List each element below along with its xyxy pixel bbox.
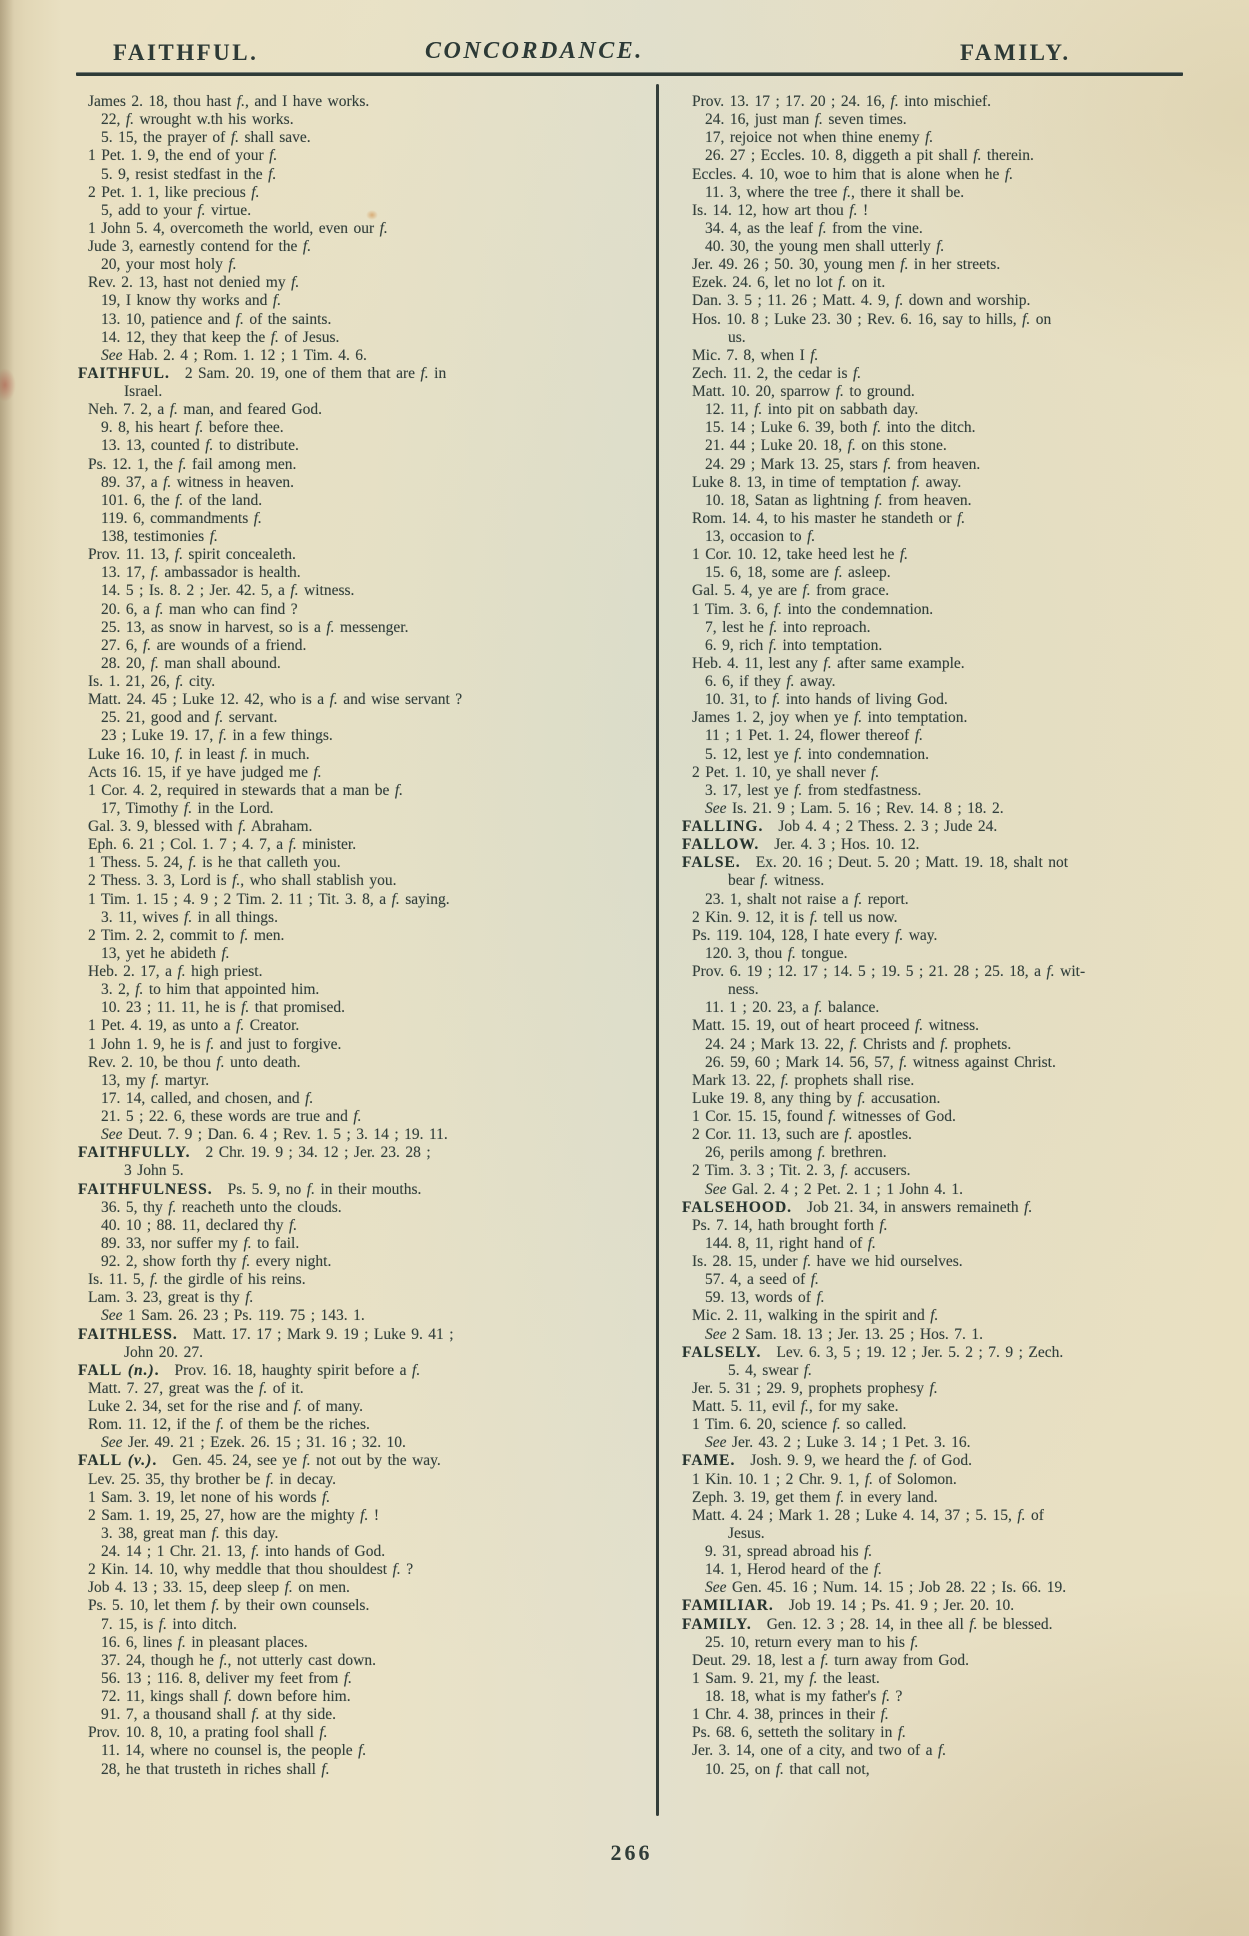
- concordance-line: 40. 30, the young men shall utterly f.: [705, 238, 945, 255]
- entry-line-text: Josh. 9. 9, we heard the f. of God.: [750, 1452, 972, 1470]
- concordance-line: 15. 6, 18, some are f. asleep.: [705, 564, 891, 582]
- concordance-line: Deut. 29. 18, lest a f. turn away from God.: [692, 1651, 970, 1669]
- concordance-line: Mark 13. 22, f. prophets shall rise.: [692, 1071, 915, 1089]
- entry-line: [682, 1597, 1187, 1615]
- concordance-line: 2 Kin. 9. 12, it is f. tell us now.: [692, 908, 898, 926]
- entry-line-text: Ps. 5. 9, no f. in their mouths.: [227, 1180, 422, 1198]
- running-head-right: FAMILY.: [960, 40, 1071, 65]
- concordance-line: 14. 12, they that keep the f. of Jesus.: [101, 328, 340, 346]
- concordance-line: 24. 29 ; Mark 13. 25, stars f. from heaven.: [705, 455, 981, 473]
- concordance-line: 20, your most holy f.: [101, 256, 237, 274]
- entry-line: [682, 854, 1187, 872]
- concordance-line: Ps. 12. 1, the f. fail among men.: [88, 455, 297, 473]
- concordance-line: Is. 11. 5, f. the girdle of his reins.: [88, 1271, 306, 1289]
- concordance-line: 34. 4, as the leaf f. from the vine.: [705, 219, 923, 237]
- entry-headword: FAITHFULLY.: [78, 1144, 191, 1162]
- entry-headword: FALLING.: [682, 818, 764, 835]
- left-column: [78, 93, 653, 1779]
- concordance-line: Matt. 15. 19, out of heart proceed f. witness.: [692, 1017, 980, 1035]
- concordance-line: 37. 24, though he f., not utterly cast down.: [101, 1651, 376, 1669]
- concordance-line: See Gen. 45. 16 ; Num. 14. 15 ; Job 28. 22 ; Is. 66. 19.: [705, 1579, 1067, 1597]
- concordance-line: 92. 2, show forth thy f. every night.: [101, 1253, 332, 1270]
- header-rule: [76, 72, 1183, 76]
- entry-line: [78, 1326, 653, 1344]
- concordance-line: See Jer. 43. 2 ; Luke 3. 14 ; 1 Pet. 3. 16.: [705, 1434, 971, 1452]
- entry-line-text: 2 Chr. 19. 9 ; 34. 12 ; Jer. 23. 28 ;: [205, 1144, 431, 1162]
- entry-line-text: Ex. 20. 16 ; Deut. 5. 20 ; Matt. 19. 18, shalt not: [755, 854, 1069, 872]
- concordance-line: Luke 16. 10, f. in least f. in much.: [88, 745, 310, 763]
- entry-line: [682, 1199, 1187, 1217]
- concordance-line: See Gal. 2. 4 ; 2 Pet. 2. 1 ; 1 John 4. 1.: [705, 1180, 964, 1198]
- concordance-line: 25. 10, return every man to his f.: [705, 1633, 919, 1651]
- concordance-line: 26. 59, 60 ; Mark 14. 56, 57, f. witness against Christ.: [705, 1053, 1056, 1071]
- concordance-line: James 2. 18, thou hast f., and I have works.: [88, 93, 370, 110]
- entry-line-text: Matt. 17. 17 ; Mark 9. 19 ; Luke 9. 41 ;: [192, 1325, 454, 1343]
- right-column: [682, 93, 1187, 1779]
- concordance-line: 17. 14, called, and chosen, and f.: [101, 1089, 314, 1107]
- concordance-line: 101. 6, the f. of the land.: [101, 491, 263, 509]
- concordance-line: 89. 33, nor suffer my f. to fail.: [101, 1234, 300, 1252]
- concordance-line: 2 Tim. 2. 2, commit to f. men.: [88, 926, 285, 944]
- concordance-line: Rom. 11. 12, if the f. of them be the riches.: [88, 1416, 370, 1434]
- concordance-line: 1 Cor. 15. 15, found f. witnesses of God.: [692, 1108, 956, 1125]
- concordance-line: 13, my f. martyr.: [101, 1071, 210, 1089]
- entry-line: [78, 1452, 653, 1470]
- entry-headword: FAMILIAR.: [682, 1597, 774, 1615]
- column-divider: [656, 84, 659, 1816]
- concordance-line: 18. 18, what is my father's f. ?: [705, 1688, 903, 1705]
- concordance-line: 23. 1, shalt not raise a f. report.: [705, 890, 909, 908]
- concordance-line: 26, perils among f. brethren.: [705, 1144, 887, 1162]
- concordance-line: See 1 Sam. 26. 23 ; Ps. 119. 75 ; 143. 1.: [101, 1307, 365, 1325]
- running-head-center: CONCORDANCE.: [425, 38, 644, 64]
- entry-headword: FAMILY.: [682, 1615, 752, 1633]
- entry-line: [682, 818, 1187, 836]
- page-gutter-shadow: [0, 0, 14, 1936]
- concordance-line: 9. 8, his heart f. before thee.: [101, 419, 284, 437]
- concordance-line: 1 Thess. 5. 24, f. is he that calleth you.: [88, 854, 341, 872]
- concordance-line: Jer. 5. 31 ; 29. 9, prophets prophesy f.: [692, 1379, 938, 1397]
- concordance-line: 25. 13, as snow in harvest, so is a f. messenger.: [101, 618, 409, 636]
- concordance-line: Ps. 68. 6, setteth the solitary in f.: [692, 1724, 906, 1742]
- concordance-line: 11. 3, where the tree f., there it shall be.: [705, 183, 965, 201]
- running-head: [0, 36, 1249, 72]
- concordance-line: Heb. 4. 11, lest any f. after same example.: [692, 654, 965, 672]
- concordance-line: 17, rejoice not when thine enemy f.: [705, 129, 934, 147]
- concordance-line: Ps. 7. 14, hath brought forth f.: [692, 1216, 888, 1234]
- entry-headword: FALL (v.).: [78, 1452, 158, 1470]
- concordance-line: Neh. 7. 2, a f. man, and feared God.: [88, 401, 323, 419]
- entry-line: [78, 365, 653, 383]
- entry-line-text: Job 19. 14 ; Ps. 41. 9 ; Jer. 20. 10.: [788, 1597, 1015, 1615]
- entry-headword: FAITHFUL.: [78, 364, 170, 382]
- concordance-line: 21. 5 ; 22. 6, these words are true and f.: [101, 1108, 362, 1125]
- concordance-line: Job 4. 13 ; 33. 15, deep sleep f. on men.: [88, 1579, 350, 1597]
- concordance-line: 1 Cor. 10. 12, take heed lest he f.: [692, 546, 908, 564]
- concordance-line: 9. 31, spread abroad his f.: [705, 1543, 873, 1560]
- concordance-line: 11. 1 ; 20. 23, a f. balance.: [705, 999, 880, 1017]
- concordance-line: Matt. 5. 11, evil f., for my sake.: [692, 1398, 899, 1415]
- concordance-line: 56. 13 ; 116. 8, deliver my feet from f.: [101, 1669, 353, 1687]
- concordance-line: 13, yet he abideth f.: [101, 944, 230, 962]
- concordance-line: See Jer. 49. 21 ; Ezek. 26. 15 ; 31. 16 ; 32. 10.: [101, 1434, 406, 1452]
- concordance-line: 5. 9, resist stedfast in the f.: [101, 165, 277, 183]
- entry-headword: FALLOW.: [682, 836, 760, 854]
- concordance-line: 2 Kin. 14. 10, why meddle that thou shouldest f. ?: [88, 1561, 414, 1579]
- entry-line: [78, 1362, 653, 1380]
- concordance-line: Gal. 5. 4, ye are f. from grace.: [692, 582, 890, 600]
- concordance-line: 138, testimonies f.: [101, 528, 218, 545]
- concordance-line: Heb. 2. 17, a f. high priest.: [88, 963, 263, 980]
- concordance-line: Eccles. 4. 10, woe to him that is alone when he f.: [692, 165, 1014, 183]
- concordance-line: 26. 27 ; Eccles. 10. 8, diggeth a pit shall f. therein.: [705, 147, 1034, 165]
- concordance-line: 13. 13, counted f. to distribute.: [101, 437, 299, 455]
- concordance-line: 120. 3, thou f. tongue.: [705, 944, 848, 962]
- concordance-line: 23 ; Luke 19. 17, f. in a few things.: [101, 727, 333, 745]
- concordance-line: 5. 12, lest ye f. into condemnation.: [705, 745, 929, 763]
- concordance-line: John 20. 27.: [124, 1343, 203, 1361]
- concordance-line: 57. 4, a seed of f.: [705, 1271, 819, 1289]
- entry-line: [682, 1452, 1187, 1470]
- concordance-line: 89. 37, a f. witness in heaven.: [101, 473, 294, 491]
- concordance-line: 28, he that trusteth in riches shall f.: [101, 1760, 330, 1778]
- entry-line-text: Job 21. 34, in answers remaineth f.: [807, 1198, 1033, 1216]
- concordance-line: Hos. 10. 8 ; Luke 23. 30 ; Rev. 6. 16, say to hills, f. on: [692, 310, 1052, 328]
- entry-headword: FALSE.: [682, 854, 741, 872]
- concordance-line: ness.: [728, 981, 759, 999]
- concordance-line: 24. 16, just man f. seven times.: [705, 111, 907, 129]
- concordance-line: 1 Kin. 10. 1 ; 2 Chr. 9. 1, f. of Solomon.: [692, 1470, 957, 1488]
- concordance-line: Matt. 10. 20, sparrow f. to ground.: [692, 383, 915, 400]
- concordance-line: 40. 10 ; 88. 11, declared thy f.: [101, 1216, 298, 1234]
- concordance-line: 10. 18, Satan as lightning f. from heaven.: [705, 491, 972, 509]
- concordance-line: Prov. 13. 17 ; 17. 20 ; 24. 16, f. into mischief.: [692, 93, 992, 110]
- concordance-line: Matt. 7. 27, great was the f. of it.: [88, 1379, 304, 1397]
- concordance-line: Rom. 14. 4, to his master he standeth or f.: [692, 509, 966, 527]
- concordance-line: 7, lest he f. into reproach.: [705, 618, 871, 636]
- concordance-line: See 2 Sam. 18. 13 ; Jer. 13. 25 ; Hos. 7. 1.: [705, 1325, 983, 1343]
- concordance-line: Ps. 5. 10, let them f. by their own counsels.: [88, 1597, 370, 1615]
- concordance-line: 1 Tim. 6. 20, science f. so called.: [692, 1416, 907, 1434]
- concordance-line: 59. 13, words of f.: [705, 1289, 825, 1307]
- concordance-line: bear f. witness.: [728, 872, 825, 890]
- concordance-line: Ezek. 24. 6, let no lot f. on it.: [692, 274, 886, 292]
- concordance-line: Prov. 10. 8, 10, a prating fool shall f.: [88, 1724, 328, 1742]
- concordance-line: 1 John 1. 9, he is f. and just to forgive.: [88, 1035, 342, 1053]
- concordance-line: Gal. 3. 9, blessed with f. Abraham.: [88, 818, 313, 835]
- entry-line-text: Gen. 12. 3 ; 28. 14, in thee all f. be blessed.: [766, 1615, 1053, 1633]
- concordance-line: 1 Cor. 4. 2, required in stewards that a man be f.: [88, 781, 404, 799]
- concordance-line: 5. 4, swear f.: [728, 1361, 813, 1379]
- entry-line-text: 2 Sam. 20. 19, one of them that are f. in: [184, 364, 447, 382]
- entry-line-text: Lev. 6. 3, 5 ; 19. 12 ; Jer. 5. 2 ; 7. 9 ; Zech.: [776, 1343, 1064, 1361]
- concordance-line: 21. 44 ; Luke 20. 18, f. on this stone.: [705, 437, 947, 455]
- running-head-left: FAITHFUL.: [113, 40, 259, 65]
- concordance-line: 119. 6, commandments f.: [101, 509, 262, 527]
- entry-headword: FALSELY.: [682, 1343, 762, 1361]
- concordance-line: Zeph. 3. 19, get them f. in every land.: [692, 1488, 938, 1506]
- concordance-line: 3. 38, great man f. this day.: [101, 1524, 279, 1542]
- concordance-line: 3. 2, f. to him that appointed him.: [101, 981, 320, 999]
- concordance-line: 1 Pet. 4. 19, as unto a f. Creator.: [88, 1017, 300, 1035]
- concordance-line: Luke 2. 34, set for the rise and f. of many.: [88, 1398, 363, 1415]
- concordance-line: Jesus.: [728, 1524, 765, 1542]
- concordance-line: 6. 9, rich f. into temptation.: [705, 636, 883, 654]
- concordance-line: 2 Thess. 3. 3, Lord is f., who shall stablish you.: [88, 872, 397, 890]
- concordance-line: 10. 25, on f. that call not,: [705, 1760, 870, 1778]
- concordance-line: 13. 17, f. ambassador is health.: [101, 564, 301, 582]
- concordance-line: Rev. 2. 13, hast not denied my f.: [88, 274, 300, 292]
- concordance-line: Israel.: [124, 383, 163, 400]
- concordance-line: Jer. 49. 26 ; 50. 30, young men f. in her streets.: [692, 256, 1001, 274]
- concordance-line: 2 Tim. 3. 3 ; Tit. 2. 3, f. accusers.: [692, 1162, 911, 1180]
- concordance-line: 1 Tim. 3. 6, f. into the condemnation.: [692, 600, 934, 618]
- concordance-line: 22, f. wrought w.th his works.: [101, 111, 294, 129]
- concordance-line: Is. 28. 15, under f. have we hid ourselves.: [692, 1253, 963, 1270]
- concordance-line: Zech. 11. 2, the cedar is f.: [692, 364, 862, 382]
- concordance-line: Matt. 4. 24 ; Mark 1. 28 ; Luke 4. 14, 37 ; 5. 15, f. of: [692, 1506, 1044, 1524]
- concordance-line: 13, occasion to f.: [705, 528, 816, 545]
- concordance-line: Acts 16. 15, if ye have judged me f.: [88, 763, 322, 781]
- concordance-line: 3 John 5.: [124, 1162, 184, 1180]
- concordance-line: 1 Tim. 1. 15 ; 4. 9 ; 2 Tim. 2. 11 ; Tit. 3. 8, a f. saying.: [88, 890, 450, 908]
- concordance-line: Eph. 6. 21 ; Col. 1. 7 ; 4. 7, a f. minister.: [88, 836, 357, 854]
- entry-line-text: Prov. 16. 18, haughty spirit before a f.: [174, 1361, 421, 1379]
- concordance-line: Jer. 3. 14, one of a city, and two of a f.: [692, 1742, 947, 1760]
- entry-line: [78, 1144, 653, 1162]
- concordance-line: Matt. 24. 45 ; Luke 12. 42, who is a f. and wise servant ?: [88, 691, 463, 709]
- concordance-line: 1 Pet. 1. 9, the end of your f.: [88, 147, 278, 165]
- concordance-line: 1 Chr. 4. 38, princes in their f.: [692, 1706, 889, 1724]
- entry-line-text: Jer. 4. 3 ; Hos. 10. 12.: [774, 836, 920, 854]
- concordance-line: 27. 6, f. are wounds of a friend.: [101, 636, 307, 654]
- concordance-line: Ps. 119. 104, 128, I hate every f. way.: [692, 926, 938, 944]
- entry-line-text: Gen. 45. 24, see ye f. not out by the way.: [172, 1452, 441, 1470]
- concordance-line: 15. 14 ; Luke 6. 39, both f. into the ditch.: [705, 419, 976, 437]
- entry-line: [682, 1344, 1187, 1362]
- entry-headword: FALL (n.).: [78, 1361, 160, 1379]
- concordance-line: 13. 10, patience and f. of the saints.: [101, 310, 332, 328]
- concordance-line: 25. 21, good and f. servant.: [101, 709, 278, 727]
- concordance-line: 20. 6, a f. man who can find ?: [101, 600, 298, 618]
- concordance-line: 1 Sam. 9. 21, my f. the least.: [692, 1669, 880, 1687]
- concordance-line: 5, add to your f. virtue.: [101, 201, 252, 219]
- concordance-line: Mic. 7. 8, when I f.: [692, 346, 819, 364]
- concordance-line: 91. 7, a thousand shall f. at thy side.: [101, 1706, 336, 1724]
- concordance-line: See Is. 21. 9 ; Lam. 5. 16 ; Rev. 14. 8 ; 18. 2.: [705, 799, 1004, 817]
- entry-headword: FAME.: [682, 1452, 736, 1470]
- concordance-line: 7. 15, is f. into ditch.: [101, 1615, 237, 1633]
- concordance-line: Is. 1. 21, 26, f. city.: [88, 673, 216, 690]
- concordance-line: 2 Pet. 1. 1, like precious f.: [88, 183, 260, 201]
- concordance-line: 28. 20, f. man shall abound.: [101, 654, 281, 672]
- entry-line: [682, 1616, 1187, 1634]
- concordance-line: 24. 24 ; Mark 13. 22, f. Christs and f. prophets.: [705, 1035, 1012, 1053]
- concordance-line: 144. 8, 11, right hand of f.: [705, 1234, 876, 1252]
- concordance-line: 6. 6, if they f. away.: [705, 673, 836, 690]
- concordance-line: 1 Sam. 3. 19, let none of his words f.: [88, 1488, 331, 1506]
- concordance-line: 3. 11, wives f. in all things.: [101, 908, 278, 926]
- concordance-line: 72. 11, kings shall f. down before him.: [101, 1688, 351, 1705]
- concordance-line: Mic. 2. 11, walking in the spirit and f.: [692, 1307, 939, 1325]
- concordance-line: 1 John 5. 4, overcometh the world, even our f.: [88, 219, 388, 237]
- concordance-line: 2 Pet. 1. 10, ye shall never f.: [692, 763, 880, 781]
- concordance-line: 14. 5 ; Is. 8. 2 ; Jer. 42. 5, a f. witness.: [101, 582, 355, 600]
- concordance-line: See Hab. 2. 4 ; Rom. 1. 12 ; 1 Tim. 4. 6.: [101, 346, 367, 364]
- entry-headword: FALSEHOOD.: [682, 1198, 793, 1216]
- concordance-line: 2 Cor. 11. 13, such are f. apostles.: [692, 1126, 912, 1144]
- concordance-line: Lam. 3. 23, great is thy f.: [88, 1289, 254, 1307]
- concordance-line: Luke 19. 8, any thing by f. accusation.: [692, 1089, 941, 1107]
- concordance-line: 10. 31, to f. into hands of living God.: [705, 691, 948, 709]
- entry-line-text: Job 4. 4 ; 2 Thess. 2. 3 ; Jude 24.: [778, 818, 998, 835]
- concordance-line: 19, I know thy works and f.: [101, 292, 282, 310]
- concordance-line: Luke 8. 13, in time of temptation f. away.: [692, 473, 962, 491]
- entry-line: [682, 836, 1187, 854]
- concordance-line: 2 Sam. 1. 19, 25, 27, how are the mighty f. !: [88, 1506, 379, 1524]
- concordance-line: Prov. 6. 19 ; 12. 17 ; 14. 5 ; 19. 5 ; 21. 28 ; 25. 18, a f. wit-: [692, 963, 1086, 980]
- concordance-line: 24. 14 ; 1 Chr. 21. 13, f. into hands of God.: [101, 1543, 386, 1560]
- concordance-line: Is. 14. 12, how art thou f. !: [692, 201, 869, 219]
- entry-headword: FAITHLESS.: [78, 1325, 178, 1343]
- concordance-line: 3. 17, lest ye f. from stedfastness.: [705, 781, 922, 799]
- concordance-line: us.: [728, 328, 746, 346]
- concordance-line: 17, Timothy f. in the Lord.: [101, 799, 274, 817]
- entry-line: [78, 1181, 653, 1199]
- concordance-line: 11 ; 1 Pet. 1. 24, flower thereof f.: [705, 727, 923, 745]
- concordance-line: 14. 1, Herod heard of the f.: [705, 1561, 883, 1579]
- concordance-line: 11. 14, where no counsel is, the people f.: [101, 1742, 367, 1760]
- concordance-line: 36. 5, thy f. reacheth unto the clouds.: [101, 1198, 342, 1216]
- concordance-line: 12. 11, f. into pit on sabbath day.: [705, 401, 919, 419]
- concordance-line: Lev. 25. 35, thy brother be f. in decay.: [88, 1470, 336, 1488]
- page-number: 266: [610, 1840, 653, 1865]
- concordance-line: Rev. 2. 10, be thou f. unto death.: [88, 1053, 301, 1071]
- concordance-line: Dan. 3. 5 ; 11. 26 ; Matt. 4. 9, f. down and worship.: [692, 292, 1031, 310]
- concordance-line: Prov. 11. 13, f. spirit concealeth.: [88, 546, 296, 564]
- concordance-line: See Deut. 7. 9 ; Dan. 6. 4 ; Rev. 1. 5 ; 3. 14 ; 19. 11.: [101, 1126, 448, 1144]
- concordance-line: 5. 15, the prayer of f. shall save.: [101, 129, 311, 147]
- entry-headword: FAITHFULNESS.: [78, 1180, 213, 1198]
- concordance-line: 10. 23 ; 11. 11, he is f. that promised.: [101, 999, 346, 1017]
- concordance-line: Jude 3, earnestly contend for the f.: [88, 238, 312, 255]
- concordance-line: James 1. 2, joy when ye f. into temptation.: [692, 709, 968, 727]
- concordance-line: 16. 6, lines f. in pleasant places.: [101, 1633, 308, 1651]
